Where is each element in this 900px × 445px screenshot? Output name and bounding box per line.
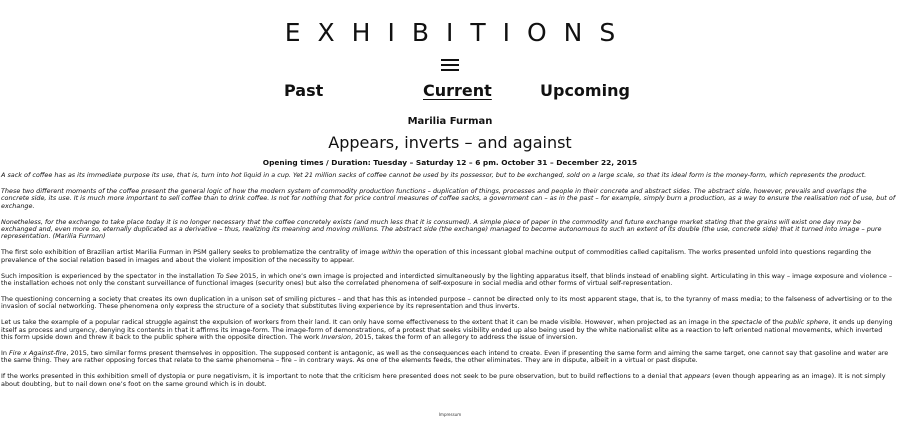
menu-bar bbox=[441, 59, 459, 61]
paragraph bbox=[1, 249, 896, 264]
paragraph bbox=[1, 373, 896, 388]
paragraph: The questioning concerning a society that creates its own duplication in a unison set of smiling pictures – and that has this as intended purpose – cannot be directed only to its most apparent stage, that is, to the tyranny of mass media; to the falseness of advertising or to the invasion of social networking. These phenomena only express the structure of a society that substitutes living experience by its representation and thus inverts. bbox=[1, 294, 892, 311]
nav-past-link[interactable]: Past bbox=[284, 81, 324, 100]
text-span: , 2015, takes the form of an allegory to address the issue of inversion. bbox=[350, 333, 578, 342]
emphasis: within bbox=[381, 248, 402, 257]
nav-upcoming-link[interactable]: Upcoming bbox=[540, 81, 630, 100]
text-span: the operation of this incessant global machine output of commodities called capitalism. The works presented unfold into questions regarding the prevalence of the social relation based in images and about the violent imposition of the necessity to appear. bbox=[1, 248, 872, 264]
emphasis: spectacle bbox=[731, 318, 763, 327]
emphasis: public sphere bbox=[784, 318, 829, 327]
emphasis: Inversion bbox=[321, 333, 351, 342]
emphasis: Fire x Against-fire bbox=[9, 349, 67, 357]
paragraph: These two different moments of the coffee present the general logic of how the modern system of commodity production functions – duplication of things, processes and people in their concrete and abstract sides. The abstract side, however, prevails and overlaps the concrete side, its use. It is much more important to sell coffee than to drink coffee. Is not for nothing that for price control measures of coffee sacks, a government can – as in the past – for example, simply burn a production, as a way to ensure the realisation not of use, but of exchange. bbox=[1, 186, 896, 210]
paragraph: Nonetheless, for the exchange to take place today it is no longer necessary that the coffee concretely exists (and much less that it is consumed). A simple piece of paper in the commodity and future exchange market stating that the grains will exist one day may be exchanged and, even more so, eternally duplicated as a derivative – thus, realizing its meaning and moving millions. The abstract side (the exchange) managed to become autonomous to such an extent of its double (the use, concrete side) that it turned into image – pure representation. (Marilia Furman) bbox=[1, 217, 882, 241]
hamburger-menu-icon[interactable] bbox=[441, 54, 459, 76]
text-span: Let us take the example of a popular radical struggle against the expulsion of workers from their land. It can only have some effectiveness to the extent that it can be made visible. However, when projected as an image in the bbox=[1, 318, 732, 327]
page-title: EXHIBITIONS bbox=[284, 18, 633, 47]
text-span: (even though appearing as an image). It is not simply about doubting, but to nail down one’s foot on the same ground which is in doubt. bbox=[1, 372, 886, 388]
text-span: The first solo exhibition of Brazilian artist Marilia Furman in PSM gallery seeks to problematize the centrality of image bbox=[1, 248, 382, 257]
text-span: Such imposition is experienced by the spectator in the installation bbox=[1, 271, 217, 280]
exhibition-nav bbox=[0, 81, 900, 103]
paragraph bbox=[1, 319, 896, 341]
text-span: , it ends up denying itself as process and urgency, denying its contents in that it affirms its image-form. The image-form of demonstrations, of a protest that seeks visibility ended up also being used by the white nationalist elite as a reaction to left oriented national movements, which inverted this form upside down and threw it back to the public sphere with the opposite direction. The work bbox=[1, 318, 893, 342]
paragraph bbox=[1, 350, 896, 365]
artist-name: Marilia Furman bbox=[407, 116, 493, 127]
paragraph: A sack of coffee has as its immediate purpose its use, that is, turn into hot liquid in a cup. Yet 21 million sacks of coffee cannot be used by its possessor, but to be exchanged, sold on a large scale, so that its ideal form is the money-form, which represents the product. bbox=[1, 171, 867, 179]
text-span: , 2015, two similar forms present themselves in opposition. The supposed content is antagonic, as well as the consequences each intend to create. Even if presenting the same form and aiming the same target, one cannot say that gasoline and water are the same thing. They are rather opposing forces that relate to the same phenomena – fire – in contrary ways. As one of the elements feeds, the other eliminates. They are in dispute, albeit in a virtual or past dispute. bbox=[1, 349, 889, 365]
emphasis: appears bbox=[684, 372, 711, 381]
text-span: of the bbox=[762, 318, 785, 327]
menu-bar bbox=[441, 69, 459, 71]
menu-bar bbox=[441, 64, 459, 66]
text-span: If the works presented in this exhibition smell of dystopia or pure negativism, it is important to note that the criticism here presented does not seek to be pure observation, but to build reflections to a denial that bbox=[1, 372, 685, 381]
exhibition-text bbox=[1, 172, 896, 397]
exhibition-dates: Opening times / Duration: Tuesday – Saturday 12 – 6 pm. October 31 – December 22, 2015 bbox=[262, 158, 638, 167]
paragraph bbox=[1, 273, 896, 288]
exhibition-title: Appears, inverts – and against bbox=[328, 133, 572, 152]
nav-current-link[interactable]: Current bbox=[423, 81, 492, 100]
impressum-link[interactable]: Impressum bbox=[438, 412, 462, 417]
text-span: In bbox=[1, 349, 10, 357]
emphasis: To See bbox=[216, 271, 238, 280]
text-span: 2015, in which one’s own image is projected and interdicted simultaneously by the lighting apparatus itself, that blinds instead of enabling sight. Articulating in this way – image exposure and violence – the installation echoes not only the constant surveillance of functional images (security ones) but also the correlated phenomena of self-exposure in social media and other forms of virtual self-representation. bbox=[1, 271, 893, 288]
